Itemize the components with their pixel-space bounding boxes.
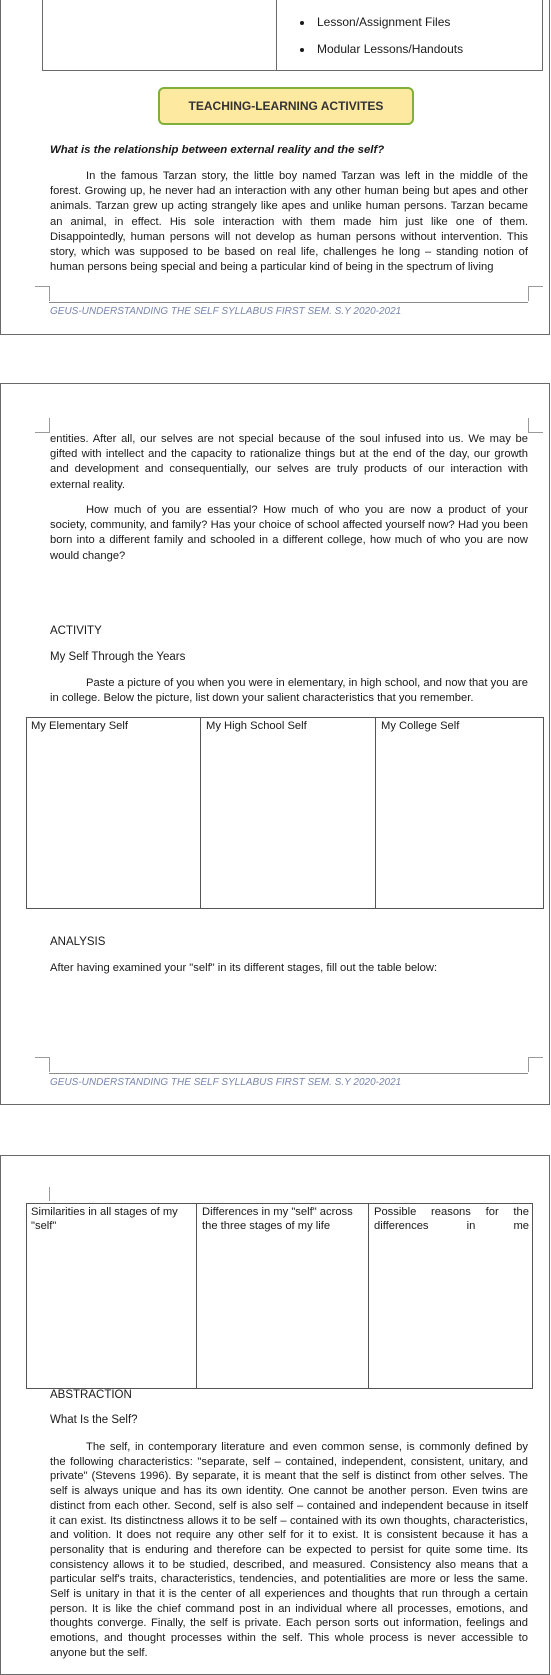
table-right-border xyxy=(542,0,543,70)
activity-title: My Self Through the Years xyxy=(50,651,186,663)
page-footer: GEUS-UNDERSTANDING THE SELF SYLLABUS FIRST SEM. S.Y 2020-2021 xyxy=(50,306,402,317)
table-divider xyxy=(196,1203,197,1389)
analysis-instructions: After having examined your "self" in its different stages, fill out the table below: xyxy=(50,962,438,974)
table-header-similarities: Similarities in all stages of my "self" xyxy=(31,1206,178,1232)
bullet-dot-icon xyxy=(300,48,304,52)
what-is-self-paragraph: The self, in contemporary literature and even common sense, is commonly defined by the following characteristics: "separate, self – contained, independent, consistent, unitary, and private" (Stevens 1996). By separate, it is meant that the self is distinct from other selves. The self is always unique and has its own identity. One cannot be another person. Even twins are distinct from each other. Second, self is also self – contained and independent because in itself it can exist. Its distinctness allows it to be self – contained with its own thoughts, characteristics, and volition. It does not require any other self for it to exist. It is consistent because it has a personality that is enduring and therefore can be expected to persist for quite some time. Its consistency allows it to be studied, described, and measured. Consistency also means that a particular self's traits, characteristics, tendencies, and potentialities are more or less the same. Self is unitary in that it is the center of all experiences and thoughts that run through a certain person. It is like the chief command post in an individual where all processes, emotions, and thoughts converge. Finally, the self is private. Each person sorts out information, feelings and emotions, and thought processes within the self. This whole process is never accessible to anyone but the self. xyxy=(50,1441,528,1659)
entities-paragraph: entities. After all, our selves are not special because of the soul infused into us. We may be gifted with intellect and the capacity to rationalize things but at the end of the day, our growth and development and consequentially, our selves are truly products of our interaction with external reality. xyxy=(50,433,528,491)
page-1 xyxy=(0,0,550,335)
abstraction-title: What Is the Self? xyxy=(50,1414,138,1426)
table-middle-border xyxy=(276,0,277,70)
crop-mark xyxy=(35,286,50,301)
bullet-item: Lesson/Assignment Files xyxy=(300,15,450,29)
table-header-reasons: Possible reasons for the differences in me xyxy=(374,1206,529,1232)
table-divider xyxy=(200,717,201,909)
crop-mark xyxy=(49,1187,50,1201)
table-header-differences: Differences in my "self" across the three stages of my life xyxy=(202,1206,353,1232)
table-header-highschool: My High School Self xyxy=(206,720,307,732)
section-question: What is the relationship between external reality and the self? xyxy=(50,144,385,156)
abstraction-heading: ABSTRACTION xyxy=(50,1389,132,1401)
crop-mark xyxy=(528,1057,543,1072)
footer-rule xyxy=(49,1073,528,1074)
activity-instructions: Paste a picture of you when you were in elementary, in high school, and now that you are in college. Below the picture, list down your salient characteristics that you remember. xyxy=(50,677,528,705)
table-header-elementary: My Elementary Self xyxy=(31,720,128,732)
table-left-border xyxy=(42,0,43,70)
self-through-years-table xyxy=(26,717,544,909)
table-header-college: My College Self xyxy=(381,720,460,732)
table-bottom-border xyxy=(42,70,543,71)
crop-mark xyxy=(528,286,543,301)
essential-paragraph: How much of you are essential? How much of who you are now a product of your society, community, and family? Has your choice of school affected yourself now? Had you been born into a different family and schooled in a different college, how much of who you are now would change? xyxy=(50,504,528,562)
bullet-item: Modular Lessons/Handouts xyxy=(300,42,463,56)
crop-mark xyxy=(35,418,50,433)
bullet-dot-icon xyxy=(300,21,304,25)
table-divider xyxy=(375,717,376,909)
crop-mark xyxy=(35,1057,50,1072)
footer-rule xyxy=(49,302,528,303)
banner-title: TEACHING-LEARNING ACTIVITES xyxy=(188,99,384,113)
activity-heading: ACTIVITY xyxy=(50,625,102,637)
analysis-heading: ANALYSIS xyxy=(50,936,106,948)
page-footer: GEUS-UNDERSTANDING THE SELF SYLLABUS FIRST SEM. S.Y 2020-2021 xyxy=(50,1077,402,1088)
tarzan-paragraph: In the famous Tarzan story, the little boy named Tarzan was left in the middle of the forest. Growing up, he never had an interaction with any other human being but apes and other animals. Tarzan grew up acting strangely like apes and unlike human persons. Tarzan became an animal, in effect. His sole interaction with them made him just like one of them. Disappointedly, human persons will not develop as human persons without intervention. This story, which was supposed to be based on real life, challenges he long – standing notion of human persons being special and being a particular kind of being in the spectrum of living xyxy=(50,170,528,274)
table-divider xyxy=(368,1203,369,1389)
section-banner xyxy=(158,87,414,125)
crop-mark xyxy=(528,418,543,433)
